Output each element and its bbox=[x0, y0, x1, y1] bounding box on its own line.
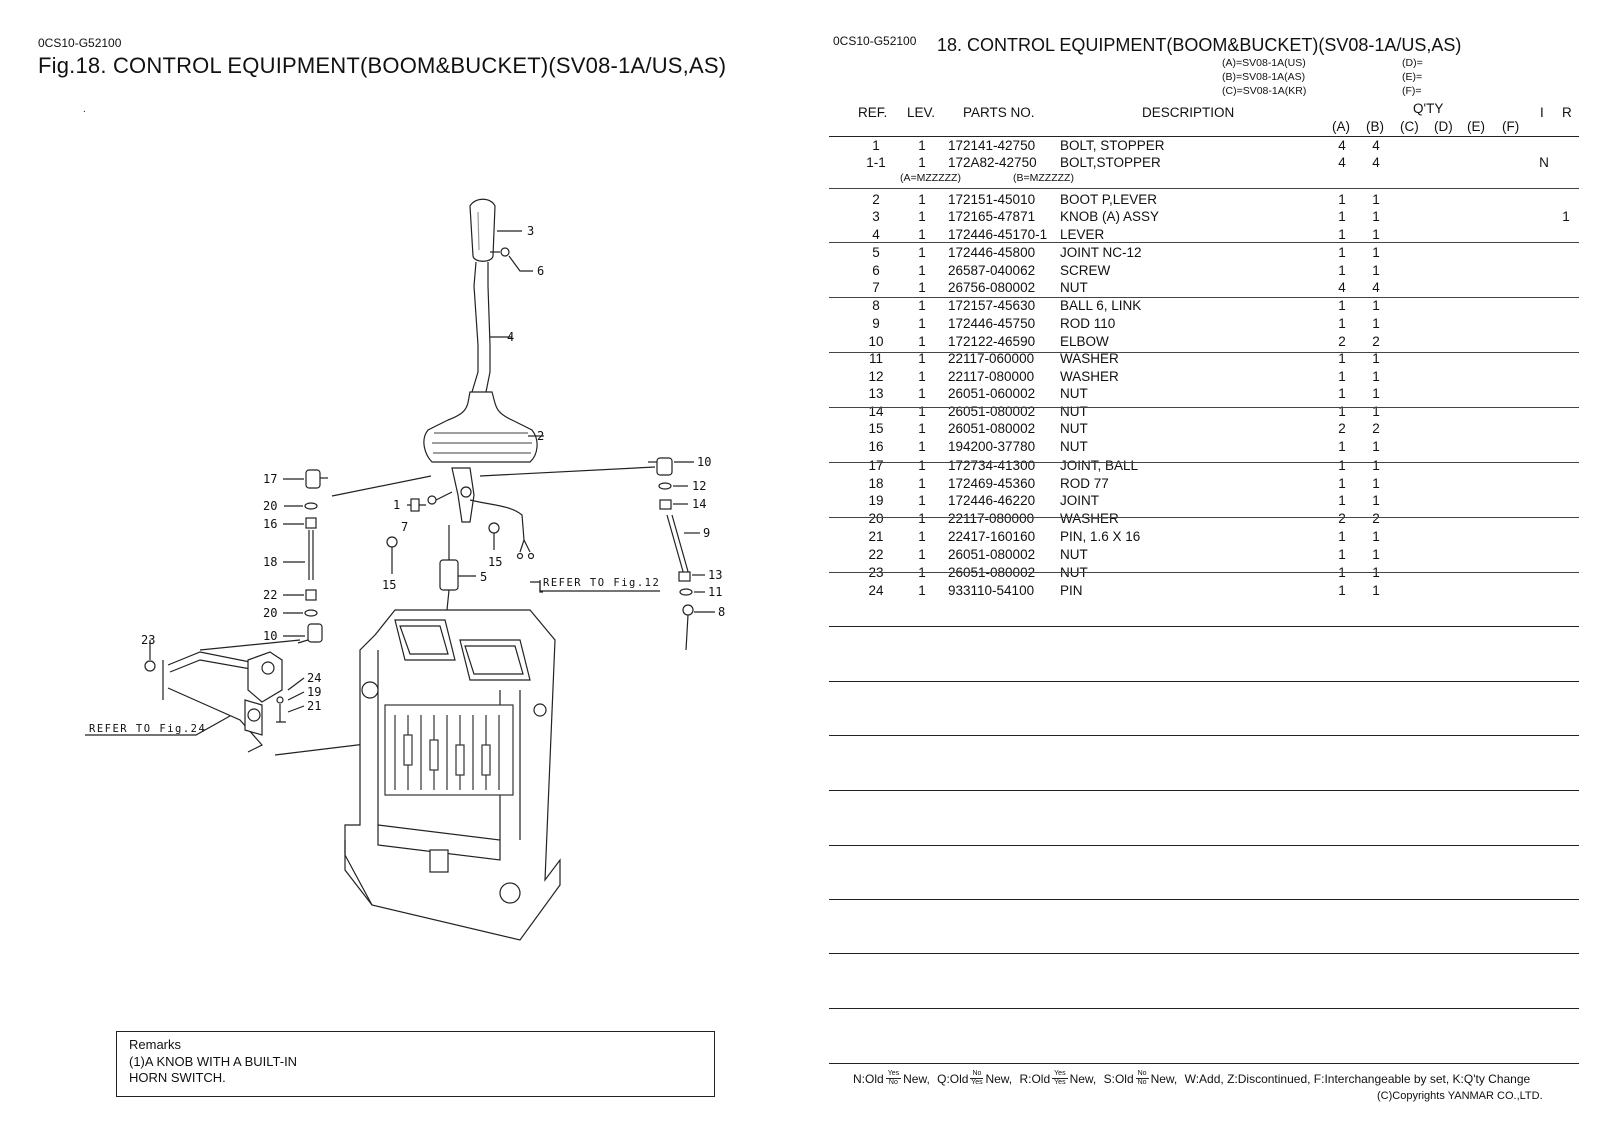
header-col-e: (E) bbox=[1467, 119, 1485, 134]
cell-desc: NUT bbox=[1060, 386, 1088, 401]
callout-20-lower: 20 bbox=[263, 606, 278, 620]
callout-15-left: 15 bbox=[382, 578, 397, 592]
cell-ref: 13 bbox=[868, 386, 884, 401]
cell-ref: 23 bbox=[868, 565, 884, 580]
cell-b: 1 bbox=[1372, 209, 1380, 224]
cell-a: 1 bbox=[1338, 439, 1346, 454]
header-description: DESCRIPTION bbox=[1142, 105, 1235, 120]
cell-ref: 9 bbox=[872, 316, 880, 331]
cell-b: 4 bbox=[1372, 138, 1380, 153]
cell-a: 1 bbox=[1338, 263, 1346, 278]
cell-lev: 1 bbox=[918, 209, 926, 224]
header-col-c: (C) bbox=[1400, 119, 1419, 134]
lever-rod bbox=[472, 262, 490, 392]
cell-part: 172165-47871 bbox=[948, 209, 1036, 224]
callout-18: 18 bbox=[263, 555, 278, 569]
callout-10-left: 10 bbox=[263, 629, 278, 643]
boot-shape bbox=[424, 392, 537, 462]
cell-desc: PIN, 1.6 X 16 bbox=[1060, 529, 1141, 544]
cell-ref: 8 bbox=[872, 298, 880, 313]
callout-22: 22 bbox=[263, 588, 278, 602]
cell-ref: 20 bbox=[868, 511, 884, 526]
footer-legend: N:Old Yes No New, Q:Old No Yes New, R:Old Yes Yes New, S:Old No No New, W:Add, Z:Discontinued, F:Interchangeable by set, K:Q'ty Change bbox=[853, 1070, 1531, 1086]
cell-part: 22117-060000 bbox=[948, 351, 1035, 366]
cell-lev: 1 bbox=[918, 155, 926, 170]
cell-part: 172446-45750 bbox=[948, 316, 1036, 331]
cell-r: 1 bbox=[1562, 209, 1570, 224]
cell-lev: 1 bbox=[918, 565, 926, 580]
cell-ref: 4 bbox=[872, 227, 880, 242]
remarks-heading: Remarks bbox=[129, 1037, 182, 1052]
header-parts-no: PARTS NO. bbox=[963, 105, 1035, 120]
cell-ref: 15 bbox=[868, 421, 884, 436]
cell-a: 4 bbox=[1338, 155, 1346, 170]
cell-lev: 1 bbox=[918, 334, 926, 349]
cell-lev: 1 bbox=[918, 351, 926, 366]
cell-a: 1 bbox=[1338, 493, 1346, 508]
cell-ref: 18 bbox=[868, 476, 884, 491]
cell-a: 1 bbox=[1338, 529, 1346, 544]
cell-lev: 1 bbox=[918, 439, 926, 454]
callout-11: 11 bbox=[708, 585, 723, 599]
cell-a: 1 bbox=[1338, 245, 1346, 260]
cell-desc: BOOT P,LEVER bbox=[1060, 192, 1158, 207]
cell-a: 1 bbox=[1338, 404, 1346, 419]
cell-b: 1 bbox=[1372, 369, 1380, 384]
cell-lev: 1 bbox=[918, 476, 926, 491]
callout-21: 21 bbox=[307, 699, 322, 713]
cell-a: 4 bbox=[1338, 138, 1346, 153]
cell-ref: 17 bbox=[868, 458, 884, 473]
cell-ref: 11 bbox=[868, 351, 883, 366]
cell-a: 4 bbox=[1338, 280, 1346, 295]
header-qty: Q'TY bbox=[1413, 101, 1444, 116]
cell-lev: 1 bbox=[918, 245, 926, 260]
header-r: R bbox=[1562, 105, 1572, 120]
cell-lev: 1 bbox=[918, 511, 926, 526]
cell-a: 2 bbox=[1338, 421, 1346, 436]
cell-desc: NUT bbox=[1060, 421, 1088, 436]
cell-ref: 16 bbox=[868, 439, 884, 454]
cell-part: 26051-080002 bbox=[948, 565, 1036, 580]
cell-desc: ROD 77 bbox=[1060, 476, 1109, 491]
cell-desc: SCREW bbox=[1060, 263, 1111, 278]
cell-lev: 1 bbox=[918, 493, 926, 508]
callout-2: 2 bbox=[537, 429, 545, 443]
callout-23: 23 bbox=[141, 633, 156, 647]
cell-lev: 1 bbox=[918, 298, 926, 313]
stray-dot: . bbox=[83, 104, 86, 115]
cell-b: 4 bbox=[1372, 280, 1380, 295]
legend-d: (D)= bbox=[1402, 57, 1423, 69]
cell-b: 1 bbox=[1372, 192, 1380, 207]
legend-b: (B)=SV08-1A(AS) bbox=[1222, 71, 1306, 83]
cell-desc: BALL 6, LINK bbox=[1060, 298, 1142, 313]
serial-note-b: (B=MZZZZZ) bbox=[1013, 172, 1074, 184]
cell-part: 22117-080000 bbox=[948, 511, 1035, 526]
cell-b: 1 bbox=[1372, 565, 1380, 580]
cell-b: 1 bbox=[1372, 227, 1380, 242]
cell-part: 26051-080002 bbox=[948, 547, 1036, 562]
cell-b: 1 bbox=[1372, 298, 1380, 313]
cell-part: 933110-54100 bbox=[948, 583, 1035, 598]
cell-lev: 1 bbox=[918, 386, 926, 401]
refer-fig24-label: REFER TO Fig.24 bbox=[89, 723, 207, 735]
cell-lev: 1 bbox=[918, 316, 926, 331]
cell-a: 1 bbox=[1338, 476, 1346, 491]
callout-3: 3 bbox=[527, 224, 535, 238]
callout-10-right: 10 bbox=[697, 455, 712, 469]
cell-part: 172469-45360 bbox=[948, 476, 1036, 491]
cell-ref: 1-1 bbox=[866, 155, 886, 170]
cell-b: 2 bbox=[1372, 334, 1380, 349]
callout-1: 1 bbox=[393, 498, 401, 512]
header-col-d: (D) bbox=[1434, 119, 1453, 134]
cell-desc: NUT bbox=[1060, 404, 1088, 419]
cell-lev: 1 bbox=[918, 404, 926, 419]
cell-b: 1 bbox=[1372, 245, 1380, 260]
cell-part: 172446-46220 bbox=[948, 493, 1036, 508]
cell-part: 26051-080002 bbox=[948, 421, 1036, 436]
cell-part: 26756-080002 bbox=[948, 280, 1036, 295]
cell-ref: 1 bbox=[872, 138, 880, 153]
cell-ref: 5 bbox=[872, 245, 880, 260]
cell-a: 1 bbox=[1338, 209, 1346, 224]
cell-desc: KNOB (A) ASSY bbox=[1060, 209, 1160, 224]
cell-ref: 14 bbox=[868, 404, 884, 419]
header-col-a: (A) bbox=[1332, 119, 1350, 134]
callout-20: 20 bbox=[263, 499, 278, 513]
cell-desc: PIN bbox=[1060, 583, 1083, 598]
cell-part: 172151-45010 bbox=[948, 192, 1036, 207]
cell-ref: 2 bbox=[872, 192, 880, 207]
right-doc-code: 0CS10-G52100 bbox=[833, 34, 917, 48]
cell-lev: 1 bbox=[918, 421, 926, 436]
cell-a: 1 bbox=[1338, 298, 1346, 313]
cell-desc: NUT bbox=[1060, 280, 1088, 295]
cell-desc: BOLT,STOPPER bbox=[1060, 155, 1161, 170]
cell-a: 1 bbox=[1338, 192, 1346, 207]
cell-part: 172157-45630 bbox=[948, 298, 1036, 313]
callout-15-right: 15 bbox=[488, 555, 503, 569]
callout-16: 16 bbox=[263, 517, 278, 531]
cell-ref: 19 bbox=[868, 493, 884, 508]
cell-i: N bbox=[1539, 155, 1549, 170]
cell-b: 1 bbox=[1372, 476, 1380, 491]
cell-desc: ROD 110 bbox=[1060, 316, 1116, 331]
cell-lev: 1 bbox=[918, 547, 926, 562]
header-i: I bbox=[1540, 105, 1544, 120]
cell-b: 1 bbox=[1372, 493, 1380, 508]
cell-a: 2 bbox=[1338, 511, 1346, 526]
cell-a: 1 bbox=[1338, 386, 1346, 401]
cell-desc: NUT bbox=[1060, 565, 1088, 580]
cell-b: 1 bbox=[1372, 351, 1380, 366]
header-col-f: (F) bbox=[1502, 119, 1520, 134]
callout-4: 4 bbox=[507, 330, 515, 344]
legend-f: (F)= bbox=[1402, 85, 1422, 97]
callout-24: 24 bbox=[307, 671, 322, 685]
callout-13: 13 bbox=[708, 568, 723, 582]
cell-lev: 1 bbox=[918, 138, 926, 153]
left-doc-code: 0CS10-G52100 bbox=[38, 36, 122, 50]
cell-a: 1 bbox=[1338, 583, 1346, 598]
legend-e: (E)= bbox=[1402, 71, 1423, 83]
cell-desc: JOINT NC-12 bbox=[1060, 245, 1142, 260]
cell-ref: 21 bbox=[868, 529, 884, 544]
cell-desc: JOINT bbox=[1060, 493, 1099, 508]
header-rule bbox=[829, 136, 1579, 137]
cell-part: 172446-45170-1 bbox=[948, 227, 1048, 242]
header-col-b: (B) bbox=[1366, 119, 1384, 134]
cell-desc: BOLT, STOPPER bbox=[1060, 138, 1165, 153]
callout-7: 7 bbox=[401, 520, 409, 534]
cell-part: 194200-37780 bbox=[948, 439, 1036, 454]
legend-c: (C)=SV08-1A(KR) bbox=[1222, 85, 1307, 97]
callout-9: 9 bbox=[703, 526, 711, 540]
callout-8: 8 bbox=[718, 605, 726, 619]
cell-a: 1 bbox=[1338, 227, 1346, 242]
cell-ref: 24 bbox=[868, 583, 884, 598]
cell-part: 22117-080000 bbox=[948, 369, 1035, 384]
cell-ref: 7 bbox=[872, 280, 880, 295]
cell-b: 1 bbox=[1372, 439, 1380, 454]
cell-part: 26587-040062 bbox=[948, 263, 1036, 278]
cell-desc: LEVER bbox=[1060, 227, 1105, 242]
cell-b: 1 bbox=[1372, 404, 1380, 419]
cell-part: 26051-080002 bbox=[948, 404, 1036, 419]
cell-part: 22417-160160 bbox=[948, 529, 1036, 544]
callout-17: 17 bbox=[263, 472, 278, 486]
cell-a: 1 bbox=[1338, 458, 1346, 473]
cell-b: 1 bbox=[1372, 458, 1380, 473]
cell-b: 1 bbox=[1372, 529, 1380, 544]
callout-6: 6 bbox=[537, 264, 545, 278]
serial-note-a: (A=MZZZZZ) bbox=[900, 172, 961, 184]
cell-desc: NUT bbox=[1060, 439, 1088, 454]
cell-lev: 1 bbox=[918, 529, 926, 544]
cell-b: 4 bbox=[1372, 155, 1380, 170]
copyright: (C)Copyrights YANMAR CO.,LTD. bbox=[1377, 1090, 1543, 1102]
cell-ref: 3 bbox=[872, 209, 880, 224]
cell-lev: 1 bbox=[918, 192, 926, 207]
cell-a: 1 bbox=[1338, 565, 1346, 580]
legend-a: (A)=SV08-1A(US) bbox=[1222, 57, 1306, 69]
cell-desc: JOINT, BALL bbox=[1060, 458, 1139, 473]
cell-ref: 10 bbox=[868, 334, 884, 349]
cell-b: 1 bbox=[1372, 316, 1380, 331]
cell-part: 26051-060002 bbox=[948, 386, 1036, 401]
cell-desc: NUT bbox=[1060, 547, 1088, 562]
cell-a: 1 bbox=[1338, 316, 1346, 331]
cell-desc: WASHER bbox=[1060, 369, 1119, 384]
cell-b: 1 bbox=[1372, 263, 1380, 278]
callout-12: 12 bbox=[692, 479, 707, 493]
cell-part: 172122-46590 bbox=[948, 334, 1036, 349]
cell-b: 1 bbox=[1372, 547, 1380, 562]
cell-b: 1 bbox=[1372, 386, 1380, 401]
cell-part: 172A82-42750 bbox=[948, 155, 1037, 170]
cell-ref: 22 bbox=[868, 547, 884, 562]
cell-part: 172141-42750 bbox=[948, 138, 1036, 153]
cell-b: 2 bbox=[1372, 511, 1380, 526]
callout-14: 14 bbox=[692, 497, 707, 511]
right-section-title: 18. CONTROL EQUIPMENT(BOOM&BUCKET)(SV08-1A/US,AS) bbox=[937, 35, 1462, 55]
cell-lev: 1 bbox=[918, 369, 926, 384]
cell-lev: 1 bbox=[918, 227, 926, 242]
cell-ref: 6 bbox=[872, 263, 880, 278]
cell-b: 2 bbox=[1372, 421, 1380, 436]
cell-desc: ELBOW bbox=[1060, 334, 1109, 349]
remarks-line-1: (1)A KNOB WITH A BUILT-IN bbox=[129, 1054, 298, 1069]
remarks-line-2: HORN SWITCH. bbox=[129, 1070, 226, 1085]
cell-ref: 12 bbox=[868, 369, 884, 384]
callout-5: 5 bbox=[480, 570, 488, 584]
cell-desc: WASHER bbox=[1060, 511, 1119, 526]
cell-desc: WASHER bbox=[1060, 351, 1119, 366]
cell-a: 2 bbox=[1338, 334, 1346, 349]
cell-a: 1 bbox=[1338, 369, 1346, 384]
refer-fig12-label: REFER TO Fig.12 bbox=[543, 577, 661, 589]
cell-lev: 1 bbox=[918, 583, 926, 598]
cell-a: 1 bbox=[1338, 547, 1346, 562]
cell-b: 1 bbox=[1372, 583, 1380, 598]
header-ref: REF. bbox=[858, 105, 888, 120]
exploded-parts-diagram bbox=[0, 0, 800, 1000]
cell-lev: 1 bbox=[918, 458, 926, 473]
cell-a: 1 bbox=[1338, 351, 1346, 366]
callout-19: 19 bbox=[307, 685, 322, 699]
cell-lev: 1 bbox=[918, 263, 926, 278]
cell-lev: 1 bbox=[918, 280, 926, 295]
cell-part: 172446-45800 bbox=[948, 245, 1036, 260]
cell-part: 172734-41300 bbox=[948, 458, 1036, 473]
left-figure-title: Fig.18. CONTROL EQUIPMENT(BOOM&BUCKET)(SV08-1A/US,AS) bbox=[38, 53, 727, 78]
remarks-box bbox=[116, 1031, 715, 1097]
header-lev: LEV. bbox=[907, 105, 936, 120]
